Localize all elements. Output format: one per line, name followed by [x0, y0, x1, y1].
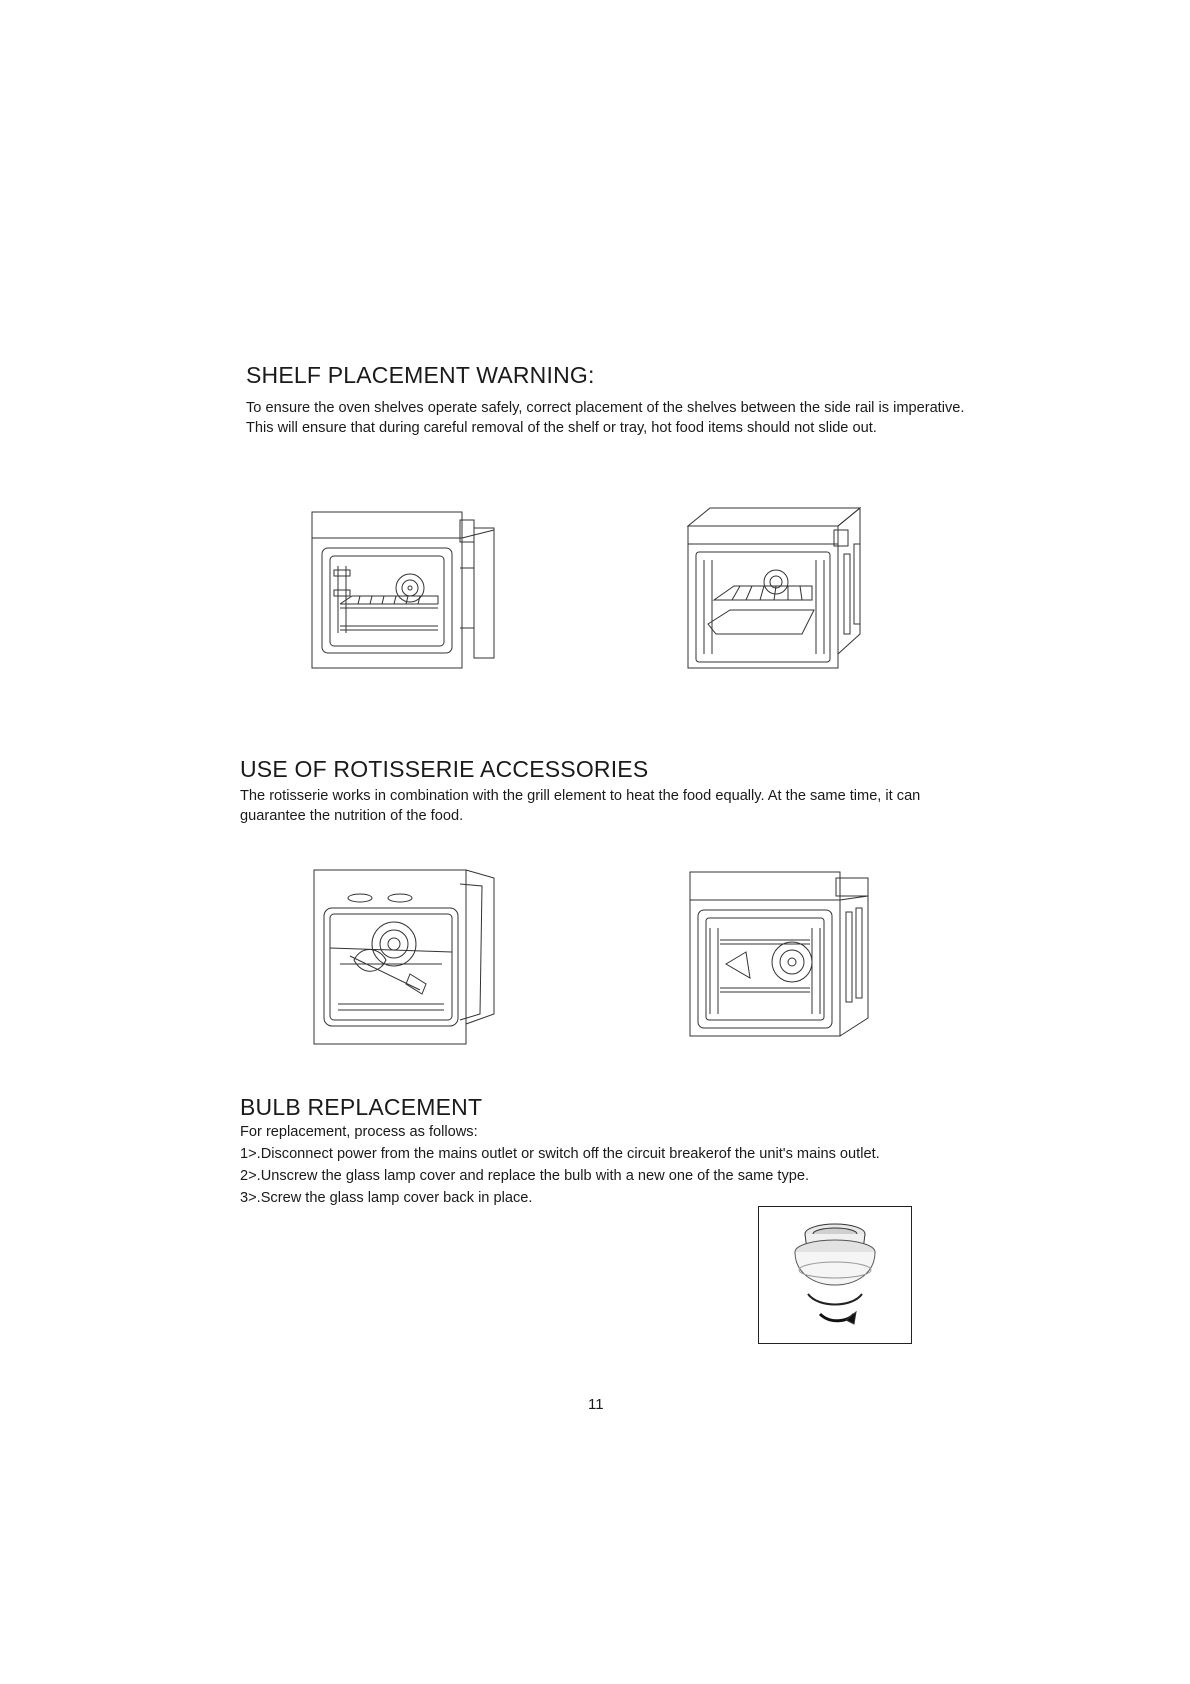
bulb-step: 2>.Unscrew the glass lamp cover and replace the bulb with a new one of the same type.	[240, 1168, 810, 1184]
oven-front-rotisserie-figure	[686, 868, 882, 1040]
rotisserie-body: The rotisserie works in combination with the grill element to heat the food equally. At the same time, it can guarantee the nutrition of the food.	[240, 788, 921, 824]
lamp-cover-figure	[758, 1206, 912, 1344]
rotisserie-heading: USE OF ROTISSERIE ACCESSORIES	[240, 756, 649, 782]
oven-rotisserie-figure	[310, 864, 500, 1050]
oven-shelf-perspective-figure	[684, 504, 884, 674]
shelf-body: To ensure the oven shelves operate safely, correct placement of the shelves between the side rail is imperative. This will ensure that during careful removal of the shelf or tray, hot food items should not slide out.	[246, 400, 965, 436]
bulb-heading: BULB REPLACEMENT	[240, 1094, 483, 1120]
bulb-step: 3>.Screw the glass lamp cover back in place.	[240, 1190, 533, 1206]
page-number: 11	[588, 1396, 604, 1413]
bulb-step: 1>.Disconnect power from the mains outlet or switch off the circuit breakerof the unit's mains outlet.	[240, 1146, 880, 1162]
shelf-heading: SHELF PLACEMENT WARNING:	[246, 362, 595, 388]
oven-shelf-side-figure	[310, 508, 500, 672]
bulb-intro: For replacement, process as follows:	[240, 1124, 478, 1140]
